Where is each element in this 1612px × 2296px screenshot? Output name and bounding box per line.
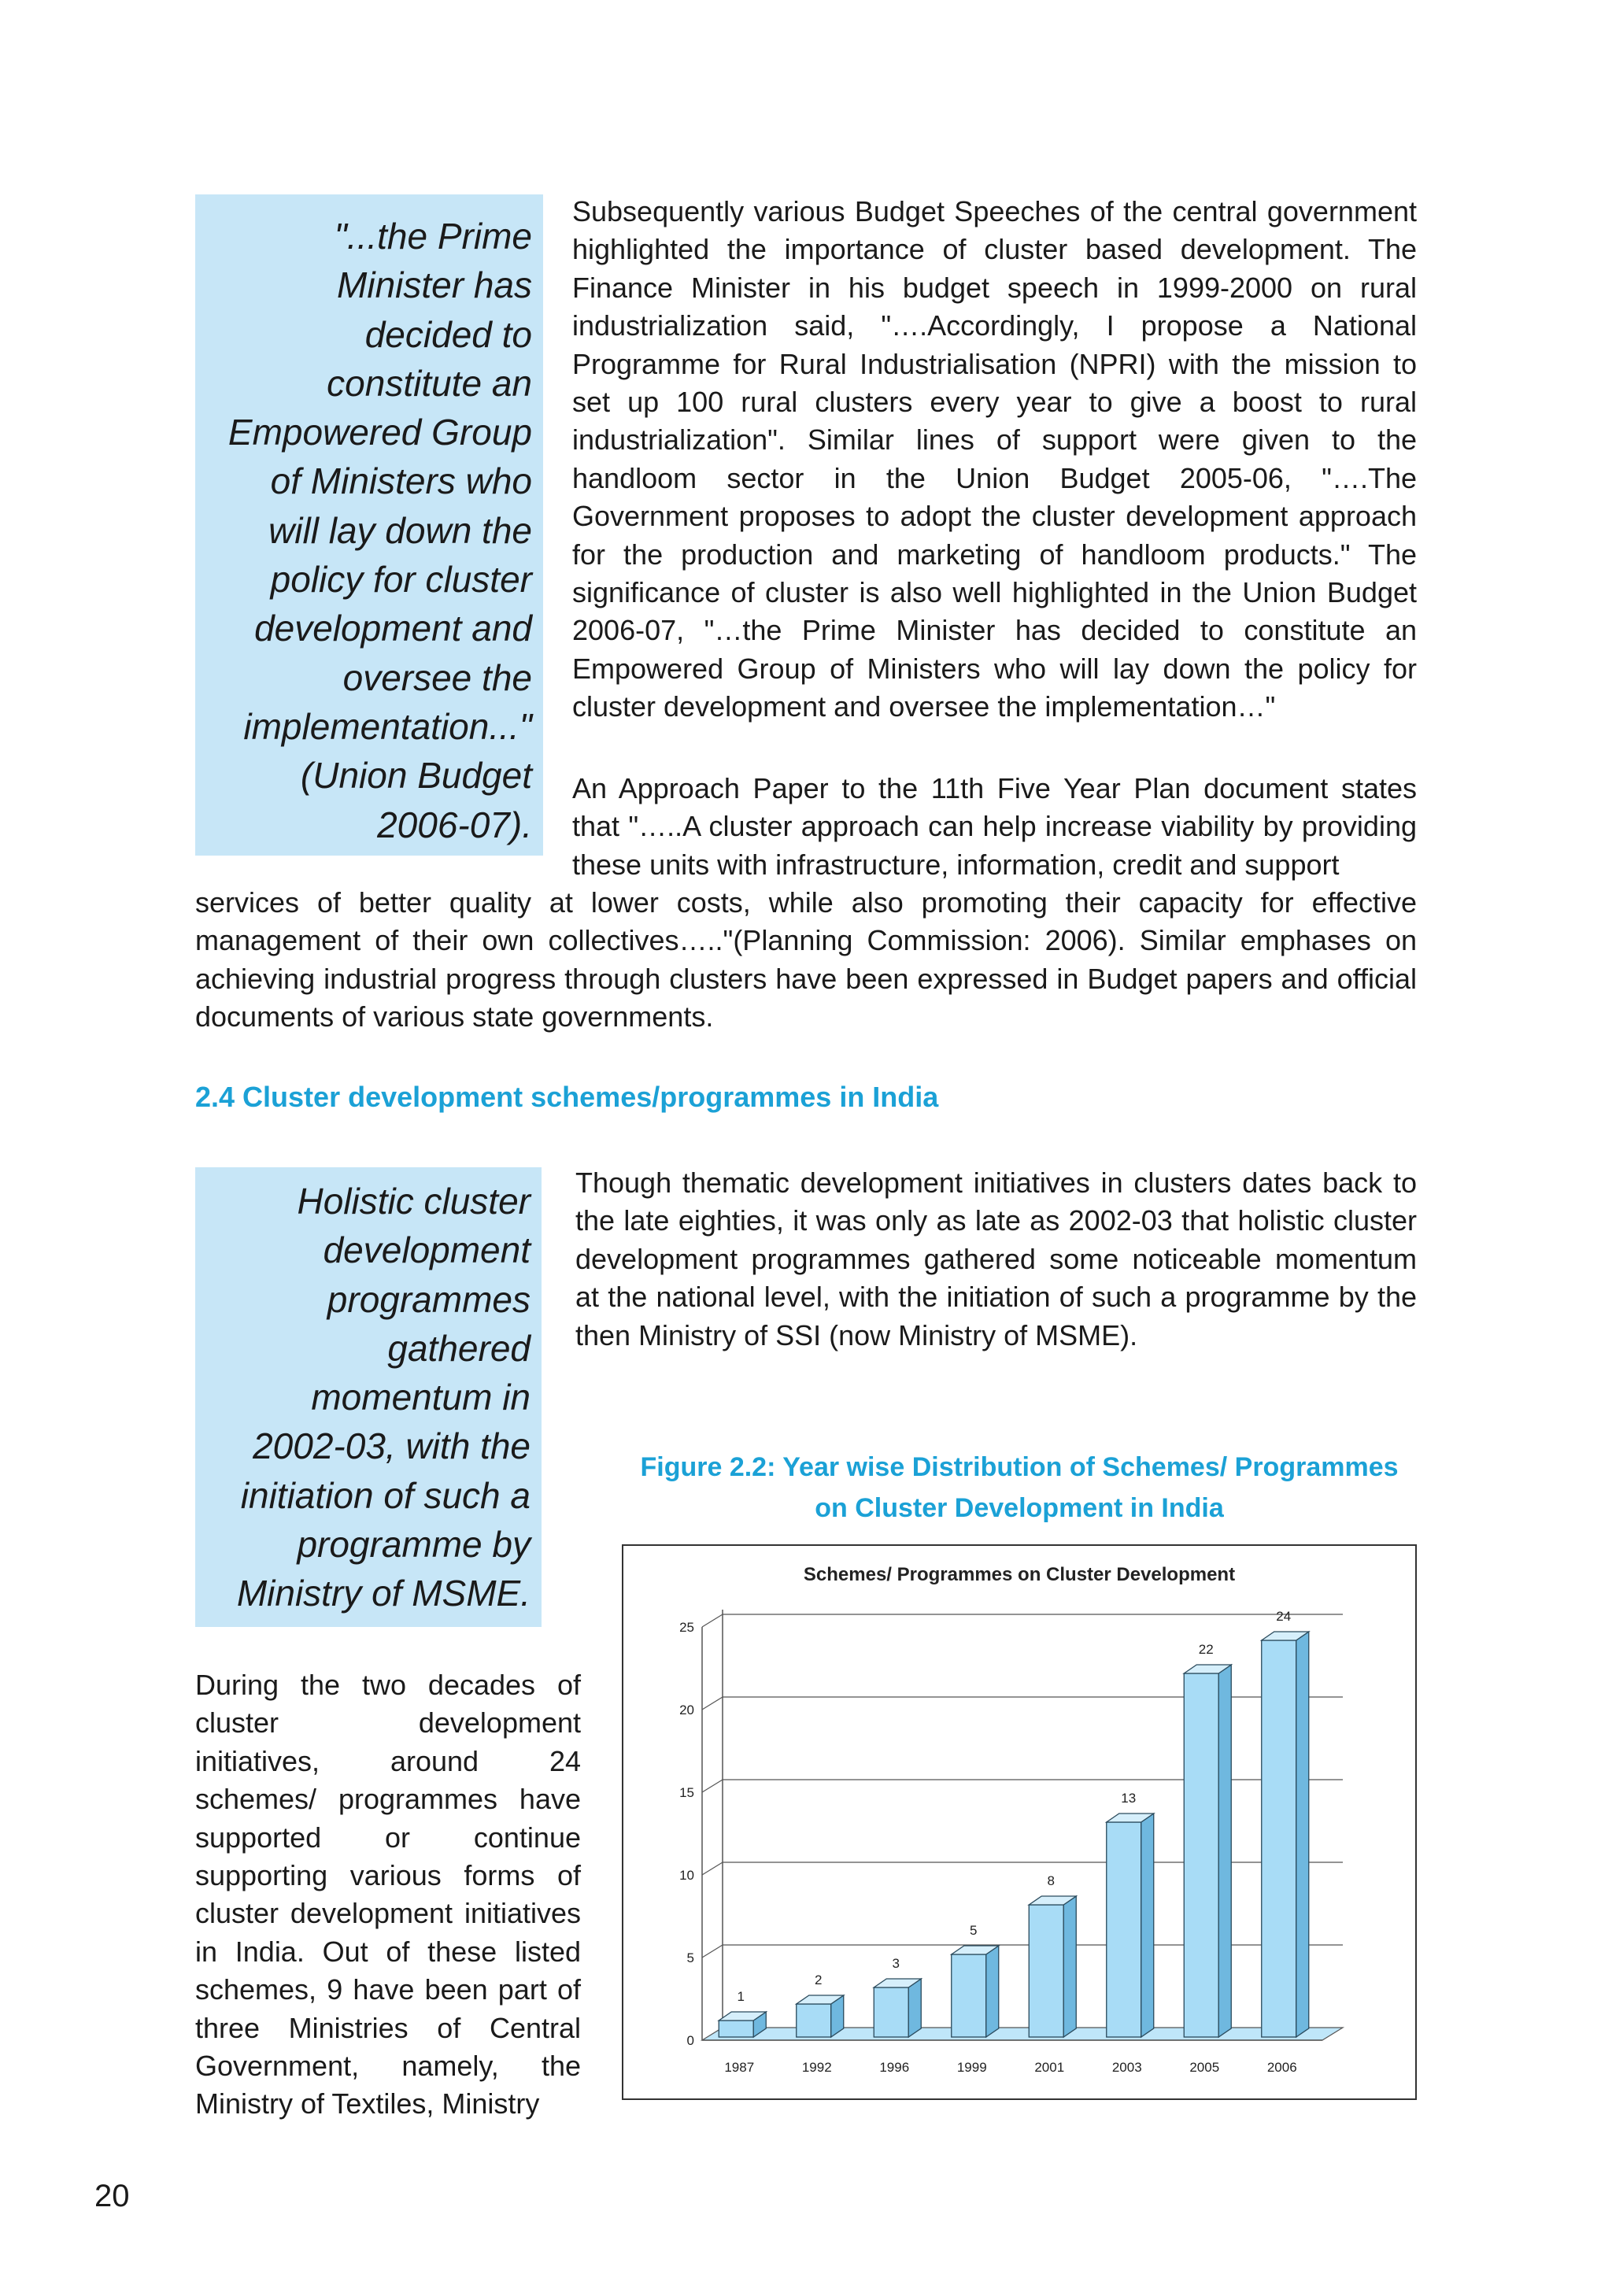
pullquote-1-line: implementation..." — [243, 705, 532, 747]
gridline-diagonal — [702, 1945, 723, 1958]
pullquote-2-line: gathered — [387, 1327, 531, 1369]
bar-front — [952, 1954, 986, 2037]
y-tick-label: 15 — [679, 1785, 694, 1800]
x-tick-label: 2005 — [1189, 2060, 1220, 2075]
paragraph-budget-speeches: Subsequently various Budget Speeches of the central government highlighted the importance of cluster based development. The Finance Minister in his budget speech in 1999-2000 on rural industrialization said, "….Accordingly, I propose a National Programme for Rural Industrialisation (NPRI) with the mission to set up 100 rural clusters every year to give a boost to rural industrialization". Similar lines of support were given to the handloom sector in the Union Budget 2005-06, "….The Government proposes to adopt the cluster development approach for the production and marketing of handloom products." The significance of cluster is also well highlighted in the Union Budget 2006-07, "…the Prime Minister has decided to constitute an Empowered Group of Ministers who will lay down the policy for cluster development and oversee the implementation…" — [572, 195, 1417, 723]
paragraph-approach-paper-part1: An Approach Paper to the 11th Five Year Plan document states that "…..A cluster approach can help increase viability by providing these units with infrastructure, information, credit and support — [572, 772, 1417, 881]
chart-title: Schemes/ Programmes on Cluster Development — [803, 1564, 1236, 1585]
bar-value-label: 22 — [1198, 1642, 1214, 1657]
gridline-diagonal — [702, 1614, 723, 1627]
pullquote-2-line: programme by — [297, 1524, 531, 1566]
x-tick-label: 1992 — [801, 2060, 832, 2075]
y-tick-label: 5 — [686, 1950, 694, 1965]
gridline-diagonal — [702, 1697, 723, 1710]
pullquote-2-line: momentum in — [311, 1377, 531, 1418]
bar-side — [908, 1979, 921, 2037]
bar-front — [719, 2021, 753, 2037]
y-tick-label: 25 — [679, 1620, 694, 1635]
y-tick-label: 0 — [686, 2033, 694, 2048]
bar-value-label: 1 — [737, 1989, 745, 2004]
y-tick-label: 20 — [679, 1703, 694, 1717]
pullquote-2-line: Holistic cluster — [297, 1181, 531, 1222]
figure-caption-line1: Figure 2.2: Year wise Distribution of Schemes/ Programmes — [640, 1452, 1399, 1482]
pullquote-2-line: 2002-03, with the — [253, 1425, 531, 1467]
pullquote-1-line: of Ministers who — [270, 460, 532, 502]
pullquote-1-line: (Union Budget — [300, 755, 532, 797]
bar-front — [874, 1987, 908, 2037]
paragraph-thematic-initiatives: Though thematic development initiatives in clusters dates back to the late eighties, it was only as late as 2002-03 that holistic cluster development programmes gathered some noticeable momentum at the national level, with the initiation of such a programme by the then Ministry of SSI (now Ministry of MSME). — [575, 1166, 1417, 1351]
bar-side — [986, 1946, 999, 2037]
pullquote-2-line: development — [323, 1229, 531, 1271]
bar-value-label: 24 — [1276, 1609, 1292, 1624]
pullquote-1-line: "...the Prime — [334, 216, 532, 257]
gridline-diagonal — [702, 1780, 723, 1792]
bar-value-label: 3 — [892, 1956, 900, 1971]
figure-caption-line2: on Cluster Development in India — [815, 1493, 1224, 1523]
bar-front — [797, 2004, 831, 2037]
x-tick-label: 2001 — [1034, 2060, 1065, 2075]
bar-value-label: 5 — [970, 1923, 978, 1938]
pullquote-1-line: development and — [254, 608, 532, 649]
section-heading: 2.4 Cluster development schemes/programmes in India — [195, 1081, 939, 1113]
pullquote-budget-2006 — [195, 194, 543, 856]
bar-value-label: 13 — [1121, 1791, 1137, 1806]
bar-front — [1262, 1640, 1296, 2037]
y-tick-label: 10 — [679, 1868, 694, 1883]
figure-caption — [614, 1447, 1425, 1529]
bar-front — [1029, 1905, 1063, 2037]
page-number: 20 — [94, 2179, 130, 2213]
pullquote-holistic-cluster — [195, 1167, 542, 1627]
x-tick-label: 1999 — [956, 2060, 987, 2075]
pullquote-1-line: policy for cluster — [270, 559, 532, 601]
bar-side — [1141, 1814, 1154, 2037]
pullquote-1-line: 2006-07). — [377, 804, 532, 845]
bar-front — [1184, 1673, 1218, 2037]
pullquote-2-line: initiation of such a — [240, 1474, 531, 1516]
pullquote-1-line: oversee the — [342, 656, 532, 698]
bar-side — [1296, 1632, 1309, 2037]
x-tick-label: 2003 — [1111, 2060, 1142, 2075]
bar-front — [1107, 1822, 1141, 2037]
pullquote-1-line: will lay down the — [268, 509, 532, 551]
pullquote-1-line: decided to — [364, 313, 532, 355]
pullquote-2-line: programmes — [327, 1278, 531, 1320]
pullquote-2-line: Ministry of MSME. — [236, 1573, 531, 1614]
pullquote-1-line: Minister has — [337, 264, 532, 306]
bar-chart-svg — [623, 1546, 1415, 2098]
pullquote-1-line: Empowered Group — [227, 412, 532, 453]
bar-value-label: 2 — [815, 1972, 823, 1987]
bar-side — [1063, 1896, 1076, 2037]
bar-chart — [622, 1544, 1417, 2100]
paragraph-approach-paper-part2: services of better quality at lower costs, while also promoting their capacity for effective management of their own collectives….."(Planning Commission: 2006). Similar emphases on achieving industrial progress through clusters have been expressed in Budget papers and official documents of various state governments. — [195, 886, 1417, 1033]
pullquote-1-line: constitute an — [327, 362, 532, 404]
bar-side — [1218, 1665, 1231, 2037]
x-tick-label: 1987 — [724, 2060, 755, 2075]
x-tick-label: 1996 — [879, 2060, 910, 2075]
x-tick-label: 2006 — [1266, 2060, 1297, 2075]
bar-value-label: 8 — [1047, 1873, 1055, 1888]
gridline-diagonal — [702, 1862, 723, 1875]
paragraph-two-decades: During the two decades of cluster development initiatives, around 24 schemes/ programmes have supported or continue supporting various forms of cluster development initiatives in India. Out of these listed schemes, 9 have been part of three Ministries of Central Government, namely, the Ministry of Textiles, Ministry — [195, 1669, 581, 2120]
